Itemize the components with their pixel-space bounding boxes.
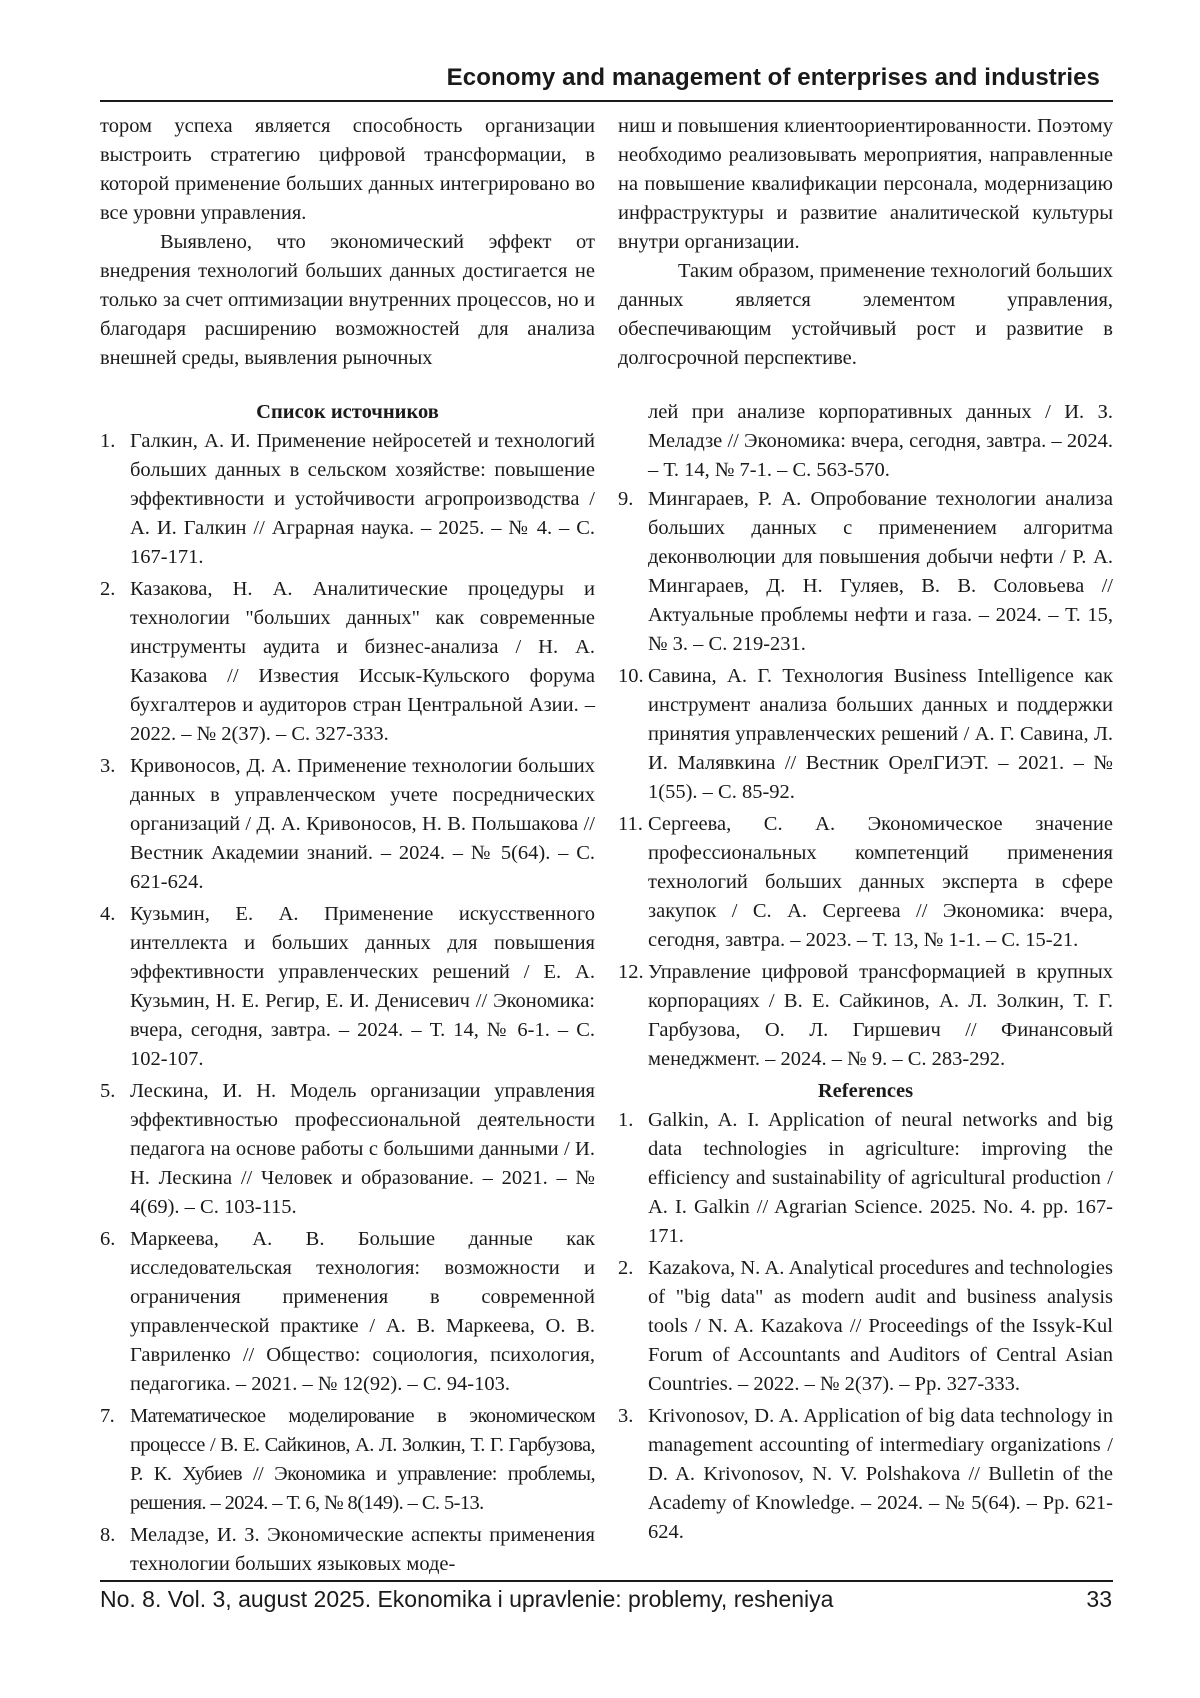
sources-list-right: [618, 398, 1113, 1550]
body-paragraph: тором успеха является способность организации выстроить стратегию цифровой трансформации, в которой применение больших данных интегрировано во все уровни управления.: [100, 115, 595, 224]
issue-citation: No. 8. Vol. 3, august 2025. Ekonomika i upravlenie: problemy, resheniya: [100, 1586, 834, 1612]
reference-item: [618, 1402, 1113, 1547]
reference-number: 2.: [618, 1257, 634, 1279]
source-item: [100, 1402, 595, 1518]
source-number: 8.: [100, 1524, 116, 1546]
source-item: [100, 752, 595, 897]
source-item: [618, 662, 1113, 807]
reference-item: [618, 1254, 1113, 1399]
source-item: [100, 1521, 595, 1579]
sources-heading: Список источников: [256, 401, 439, 423]
source-text: Управление цифровой трансформацией в крупных корпорациях / В. Е. Сайкинов, А. Л. Золкин, Т. Г. Гарбузова, О. Л. Гиршевич // Финансовый менеджмент. – 2024. – № 9. – С. 283-292.: [648, 961, 1113, 1070]
source-text: Математическое моделирование в экономическом процессе / В. Е. Сайкинов, А. Л. Золкин, Т. Г. Гарбузова, Р. К. Хубиев // Экономика и управление: проблемы, решения. – 2024. – Т. 6, № 8(149). – С. 5-13.: [130, 1405, 595, 1514]
source-text: Сергеева, С. А. Экономическое значение профессиональных компетенций применения технологий больших данных эксперта в сфере закупок / С. А. Сергеева // Экономика: вчера, сегодня, завтра. – 2023. – Т. 13, № 1-1. – С. 15-21.: [648, 813, 1113, 951]
source-number: 2.: [100, 578, 116, 600]
source-number: 6.: [100, 1228, 116, 1250]
reference-number: 1.: [618, 1109, 634, 1131]
source-number: 12.: [618, 961, 644, 983]
source-item: [618, 485, 1113, 659]
body-paragraph: ниш и повышения клиентоориентированности. Поэтому необходимо реализовывать мероприятия, направленные на повышение квалификации персонала, модернизацию инфраструктуры и развитие аналитической культуры внутри организации.: [618, 115, 1113, 253]
source-number: 3.: [100, 755, 116, 777]
source-number: 1.: [100, 430, 116, 452]
sources-list: [100, 427, 595, 1579]
source-text: Галкин, А. И. Применение нейросетей и технологий больших данных в сельском хозяйстве: повышение эффективности и устойчивости агропроизводства / А. И. Галкин // Аграрная наука. – 2025. – № 4. – С. 167-171.: [130, 430, 595, 568]
reference-text: Krivonosov, D. A. Application of big data technology in management accounting of intermediary organizations / D. A. Krivonosov, N. V. Polshakova // Bulletin of the Academy of Knowledge. – 2024. – № 5(64). – Pp. 621-624.: [648, 1405, 1113, 1543]
source-item: [618, 958, 1113, 1074]
source-item-continued: лей при анализе корпоративных данных / И. З. Меладзе // Экономика: вчера, сегодня, завтра. – 2024. – Т. 14, № 7-1. – С. 563-570.: [648, 401, 1113, 481]
source-number: 10.: [618, 665, 644, 687]
reference-text: Kazakova, N. A. Analytical procedures and technologies of "big data" as modern audit and business analysis tools / N. A. Kazakova // Proceedings of the Issyk-Kul Forum of Accountants and Auditors of Central Asian Countries. – 2022. – № 2(37). – Pp. 327-333.: [648, 1257, 1113, 1395]
source-item: [100, 1077, 595, 1222]
source-text: Савина, А. Г. Технология Business Intelligence как инструмент анализа больших данных и поддержки принятия управленческих решений / А. Г. Савина, Л. И. Малявкина // Вестник ОрелГИЭТ. – 2021. – № 1(55). – С. 85-92.: [648, 665, 1113, 803]
reference-item: [618, 1106, 1113, 1251]
source-text: Меладзе, И. З. Экономические аспекты применения технологии больших языковых моде-: [130, 1524, 595, 1575]
reference-number: 3.: [618, 1405, 634, 1427]
source-item: [100, 900, 595, 1074]
source-text: Лескина, И. Н. Модель организации управления эффективностью профессиональной деятельности педагога на основе работы с большими данными / И. Н. Лескина // Человек и образование. – 2021. – № 4(69). – С. 103-115.: [130, 1080, 595, 1218]
body-text-left-column: [100, 112, 595, 373]
source-number: 5.: [100, 1080, 116, 1102]
source-item: [618, 810, 1113, 955]
page-number: 33: [1086, 1586, 1112, 1612]
body-text-right-column: [618, 112, 1113, 373]
source-text: Казакова, Н. А. Аналитические процедуры и технологии "больших данных" как современные инструменты аудита и бизнес-анализа / Н. А. Казакова // Известия Иссык-Кульского форума бухгалтеров и аудиторов стран Центральной Азии. – 2022. – № 2(37). – С. 327-333.: [130, 578, 595, 745]
reference-text: Galkin, A. I. Application of neural networks and big data technologies in agriculture: improving the efficiency and sustainability of agricultural production / A. I. Galkin // Agrarian Science. 2025. No. 4. pp. 167-171.: [648, 1109, 1113, 1247]
source-number: 9.: [618, 488, 634, 510]
body-paragraph: Таким образом, применение технологий больших данных является элементом управления, обеспечивающим устойчивый рост и развитие в долгосрочной перспективе.: [618, 260, 1113, 369]
references-heading: References: [817, 1080, 914, 1102]
sources-list-left: [100, 398, 595, 1582]
references-list: [618, 1106, 1113, 1547]
source-item: [100, 575, 595, 749]
source-text: Маркеева, А. В. Большие данные как исследовательская технология: возможности и ограничения применения в современной управленческой практике / А. В. Маркеева, О. В. Гавриленко // Общество: социология, психология, педагогика. – 2021. – № 12(92). – С. 94-103.: [130, 1228, 595, 1395]
journal-section-title: Economy and management of enterprises and industries: [446, 64, 1100, 91]
source-number: 4.: [100, 903, 116, 925]
sources-list-continued: [618, 485, 1113, 1074]
source-item: [100, 1225, 595, 1399]
source-item: [100, 427, 595, 572]
footer-rule: [100, 1580, 1113, 1582]
source-number: 7.: [100, 1405, 115, 1427]
source-number: 11.: [618, 813, 643, 835]
source-text: Мингараев, Р. А. Опробование технологии анализа больших данных с применением алгоритма деконволюции для повышения добычи нефти / Р. А. Мингараев, Д. Н. Гуляев, В. В. Соловьева // Актуальные проблемы нефти и газа. – 2024. – Т. 15, № 3. – С. 219-231.: [648, 488, 1113, 655]
source-text: Кузьмин, Е. А. Применение искусственного интеллекта и больших данных для повышения эффективности управленческих решений / Е. А. Кузьмин, Н. Е. Регир, Е. И. Денисевич // Экономика: вчера, сегодня, завтра. – 2024. – Т. 14, № 6-1. – С. 102-107.: [130, 903, 595, 1070]
source-text: Кривоносов, Д. А. Применение технологии больших данных в управленческом учете посреднических организаций / Д. А. Кривоносов, Н. В. Польшакова // Вестник Академии знаний. – 2024. – № 5(64). – С. 621-624.: [130, 755, 595, 893]
header-rule: [100, 100, 1113, 102]
body-paragraph: Выявлено, что экономический эффект от внедрения технологий больших данных достигается не только за счет оптимизации внутренних процессов, но и благодаря расширению возможностей для анализа внешней среды, выявления рыночных: [100, 231, 595, 369]
